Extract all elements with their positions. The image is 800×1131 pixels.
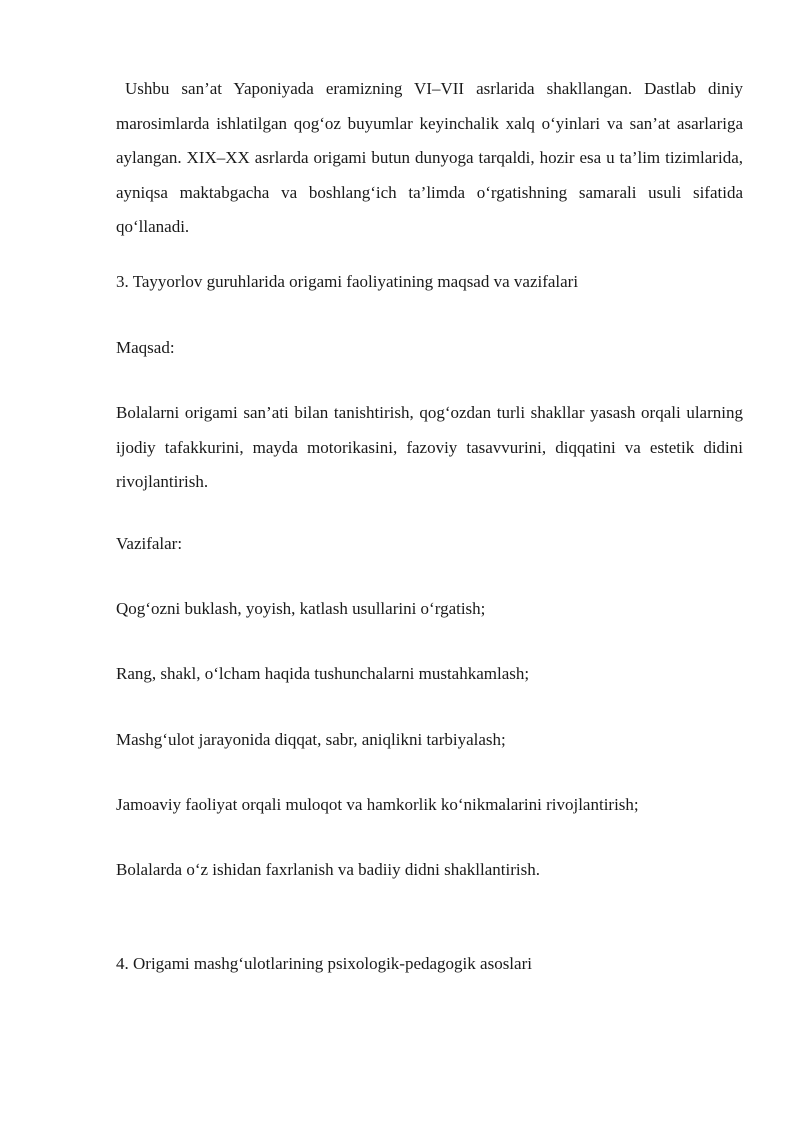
intro-paragraph: Ushbu san’at Yaponiyada eramizning VI–VII asrlarida shakllangan. Dastlab diniy marosimlarda ishlatilgan qog‘oz buyumlar keyinchalik xalq o‘yinlari va san’at asarlariga aylangan. XIX–XX asrlarda origami butun dunyoga tarqaldi, hozir esa u ta’lim tizimlarida, ayniqsa maktabgacha va boshlang‘ich ta’limda o‘rgatishning samarali usuli sifatida qo‘llanadi. [116, 79, 743, 236]
task-item: Mashg‘ulot jarayonida diqqat, sabr, aniqlikni tarbiyalash; [116, 730, 506, 749]
tasks-label: Vazifalar: [116, 534, 183, 553]
goal-paragraph: Bolalarni origami san’ati bilan tanishtirish, qog‘ozdan turli shakllar yasash orqali ularning ijodiy tafakkurini, mayda motorikasini, fazoviy tasavvurini, diqqatini va estetik didini rivojlantirish. [116, 403, 743, 491]
task-item: Qog‘ozni buklash, yoyish, katlash usullarini o‘rgatish; [116, 599, 486, 618]
section-4-heading: 4. Origami mashg‘ulotlarining psixologik-pedagogik asoslari [116, 954, 532, 973]
task-item: Bolalarda o‘z ishidan faxrlanish va badiiy didni shakllantirish. [116, 860, 540, 879]
task-item: Jamoaviy faoliyat orqali muloqot va hamkorlik ko‘nikmalarini rivojlantirish; [116, 795, 639, 814]
section-3-heading: 3. Tayyorlov guruhlarida origami faoliyatining maqsad va vazifalari [116, 272, 579, 291]
goal-label: Maqsad: [116, 338, 175, 357]
task-item: Rang, shakl, o‘lcham haqida tushunchalarni mustahkamlash; [116, 664, 530, 683]
